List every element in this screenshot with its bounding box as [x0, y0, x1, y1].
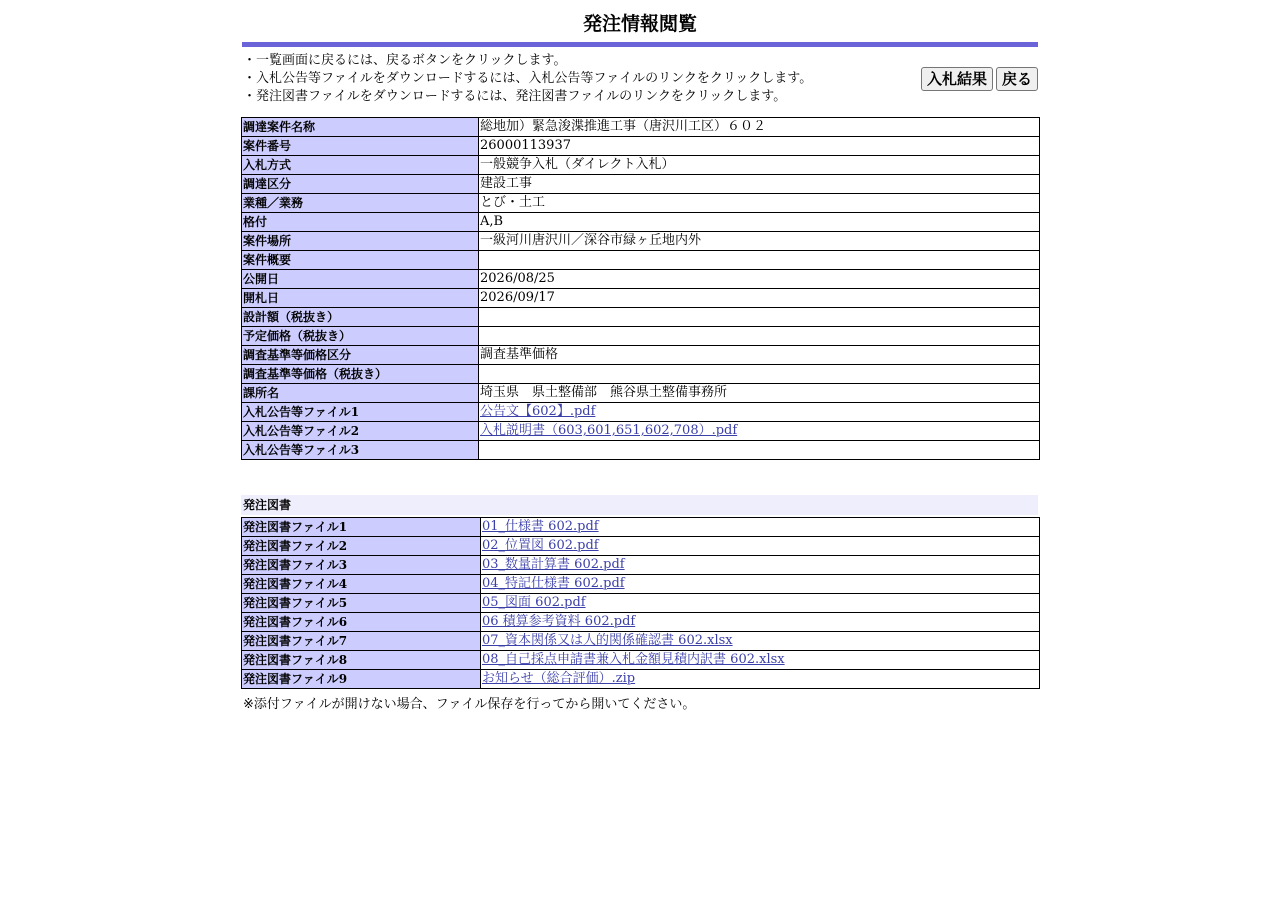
- row-label: 調査基準等価格（税抜き）: [242, 365, 479, 384]
- row-value: [479, 422, 1040, 441]
- instructions-area: [241, 47, 1039, 117]
- table-row: [242, 346, 1040, 365]
- row-label: 案件番号: [242, 137, 479, 156]
- page-title: 発注情報閲覧: [582, 13, 697, 35]
- row-label: 発注図書ファイル9: [242, 670, 481, 689]
- row-value: [481, 613, 1040, 632]
- table-row: [242, 670, 1040, 689]
- row-value: [479, 403, 1040, 422]
- instruction-item: ・一覧画面に戻るには、戻るボタンをクリックします。: [243, 53, 567, 68]
- row-label: 調達区分: [242, 175, 479, 194]
- table-row: [242, 213, 1040, 232]
- row-label: 入札方式: [242, 156, 479, 175]
- row-label: 発注図書ファイル3: [242, 556, 481, 575]
- instruction-item: ・入札公告等ファイルをダウンロードするには、入札公告等ファイルのリンクをクリックします。: [243, 71, 813, 86]
- row-value: [479, 251, 1040, 270]
- drawing-file-3-link[interactable]: 03_数量計算書 602.pdf: [482, 557, 625, 572]
- drawing-file-6-link[interactable]: 06 積算参考資料 602.pdf: [482, 614, 636, 629]
- notice-file-2-link[interactable]: 入札説明書（603,601,651,602,708）.pdf: [480, 423, 738, 438]
- drawing-file-7-link[interactable]: 07_資本関係又は人的関係確認書 602.xlsx: [482, 633, 733, 648]
- row-label: 発注図書ファイル8: [242, 651, 481, 670]
- row-value: 一級河川唐沢川／深谷市緑ヶ丘地内外: [479, 232, 1040, 251]
- table-row: [242, 403, 1040, 422]
- table-row: [242, 441, 1040, 460]
- drawing-file-8-link[interactable]: 08_自己採点申請書兼入札金額見積内訳書 602.xlsx: [482, 652, 785, 667]
- attachment-note: ※添付ファイルが開けない場合、ファイル保存を行ってから開いてください。: [243, 697, 696, 712]
- row-value: [479, 327, 1040, 346]
- row-value: [481, 670, 1040, 689]
- row-label: 発注図書ファイル2: [242, 537, 481, 556]
- row-value: [479, 365, 1040, 384]
- row-label: 発注図書ファイル5: [242, 594, 481, 613]
- instruction-list: [241, 47, 1039, 106]
- row-label: 課所名: [242, 384, 479, 403]
- row-label: 設計額（税抜き）: [242, 308, 479, 327]
- bid-results-button[interactable]: 入札結果: [921, 67, 993, 91]
- action-buttons: [921, 67, 1038, 91]
- table-row: [242, 613, 1040, 632]
- row-label: 入札公告等ファイル3: [242, 441, 479, 460]
- row-value: [481, 594, 1040, 613]
- table-row: [242, 518, 1040, 537]
- row-value: とび・土工: [479, 194, 1040, 213]
- row-label: 発注図書ファイル1: [242, 518, 481, 537]
- row-value: 埼玉県 県土整備部 熊谷県土整備事務所: [479, 384, 1040, 403]
- row-label: 格付: [242, 213, 479, 232]
- row-label: 公開日: [242, 270, 479, 289]
- row-label: 入札公告等ファイル1: [242, 403, 479, 422]
- row-label: 発注図書ファイル7: [242, 632, 481, 651]
- row-value: 2026/08/25: [479, 270, 1040, 289]
- row-value: [481, 651, 1040, 670]
- table-row: [242, 251, 1040, 270]
- row-label: 調査基準等価格区分: [242, 346, 479, 365]
- row-label: 案件場所: [242, 232, 479, 251]
- table-row: [242, 194, 1040, 213]
- drawings-files-table: [241, 517, 1040, 689]
- row-value: 調査基準価格: [479, 346, 1040, 365]
- table-row: [242, 651, 1040, 670]
- row-label: 入札公告等ファイル2: [242, 422, 479, 441]
- table-row: [242, 594, 1040, 613]
- row-value: [479, 308, 1040, 327]
- row-label: 開札日: [242, 289, 479, 308]
- drawing-file-1-link[interactable]: 01_仕様書 602.pdf: [482, 519, 599, 534]
- table-row: [242, 270, 1040, 289]
- table-row: [242, 156, 1040, 175]
- row-value: A,B: [479, 213, 1040, 232]
- row-value: 2026/09/17: [479, 289, 1040, 308]
- table-row: [242, 575, 1040, 594]
- drawing-file-9-link[interactable]: お知らせ（総合評価）.zip: [482, 671, 636, 686]
- drawings-section-header: 発注図書: [241, 495, 1038, 515]
- row-value: [479, 441, 1040, 460]
- table-row: [242, 537, 1040, 556]
- table-row: [242, 137, 1040, 156]
- back-button[interactable]: 戻る: [996, 67, 1038, 91]
- page-container: [241, 0, 1039, 712]
- row-value: 総地加）緊急浚渫推進工事（唐沢川工区）６０２: [479, 118, 1040, 137]
- row-value: 26000113937: [479, 137, 1040, 156]
- table-row: [242, 118, 1040, 137]
- drawing-file-5-link[interactable]: 05_図面 602.pdf: [482, 595, 586, 610]
- row-label: 調達案件名称: [242, 118, 479, 137]
- row-label: 発注図書ファイル4: [242, 575, 481, 594]
- drawing-file-4-link[interactable]: 04_特記仕様書 602.pdf: [482, 576, 625, 591]
- table-row: [242, 422, 1040, 441]
- row-value: [481, 537, 1040, 556]
- table-row: [242, 327, 1040, 346]
- table-row: [242, 175, 1040, 194]
- table-row: [242, 632, 1040, 651]
- case-info-table: [241, 117, 1040, 460]
- table-row: [242, 308, 1040, 327]
- notice-file-1-link[interactable]: 公告文【602】.pdf: [480, 404, 596, 419]
- instruction-item: ・発注図書ファイルをダウンロードするには、発注図書ファイルのリンクをクリックします。: [243, 89, 787, 104]
- table-row: [242, 232, 1040, 251]
- drawing-file-2-link[interactable]: 02_位置図 602.pdf: [482, 538, 599, 553]
- row-label: 案件概要: [242, 251, 479, 270]
- table-row: [242, 365, 1040, 384]
- row-value: [481, 556, 1040, 575]
- row-label: 発注図書ファイル6: [242, 613, 481, 632]
- row-label: 業種／業務: [242, 194, 479, 213]
- table-row: [242, 289, 1040, 308]
- row-value: [481, 575, 1040, 594]
- table-row: [242, 384, 1040, 403]
- row-value: [481, 518, 1040, 537]
- table-row: [242, 556, 1040, 575]
- row-value: 一般競争入札（ダイレクト入札）: [479, 156, 1040, 175]
- row-label: 予定価格（税抜き）: [242, 327, 479, 346]
- row-value: 建設工事: [479, 175, 1040, 194]
- row-value: [481, 632, 1040, 651]
